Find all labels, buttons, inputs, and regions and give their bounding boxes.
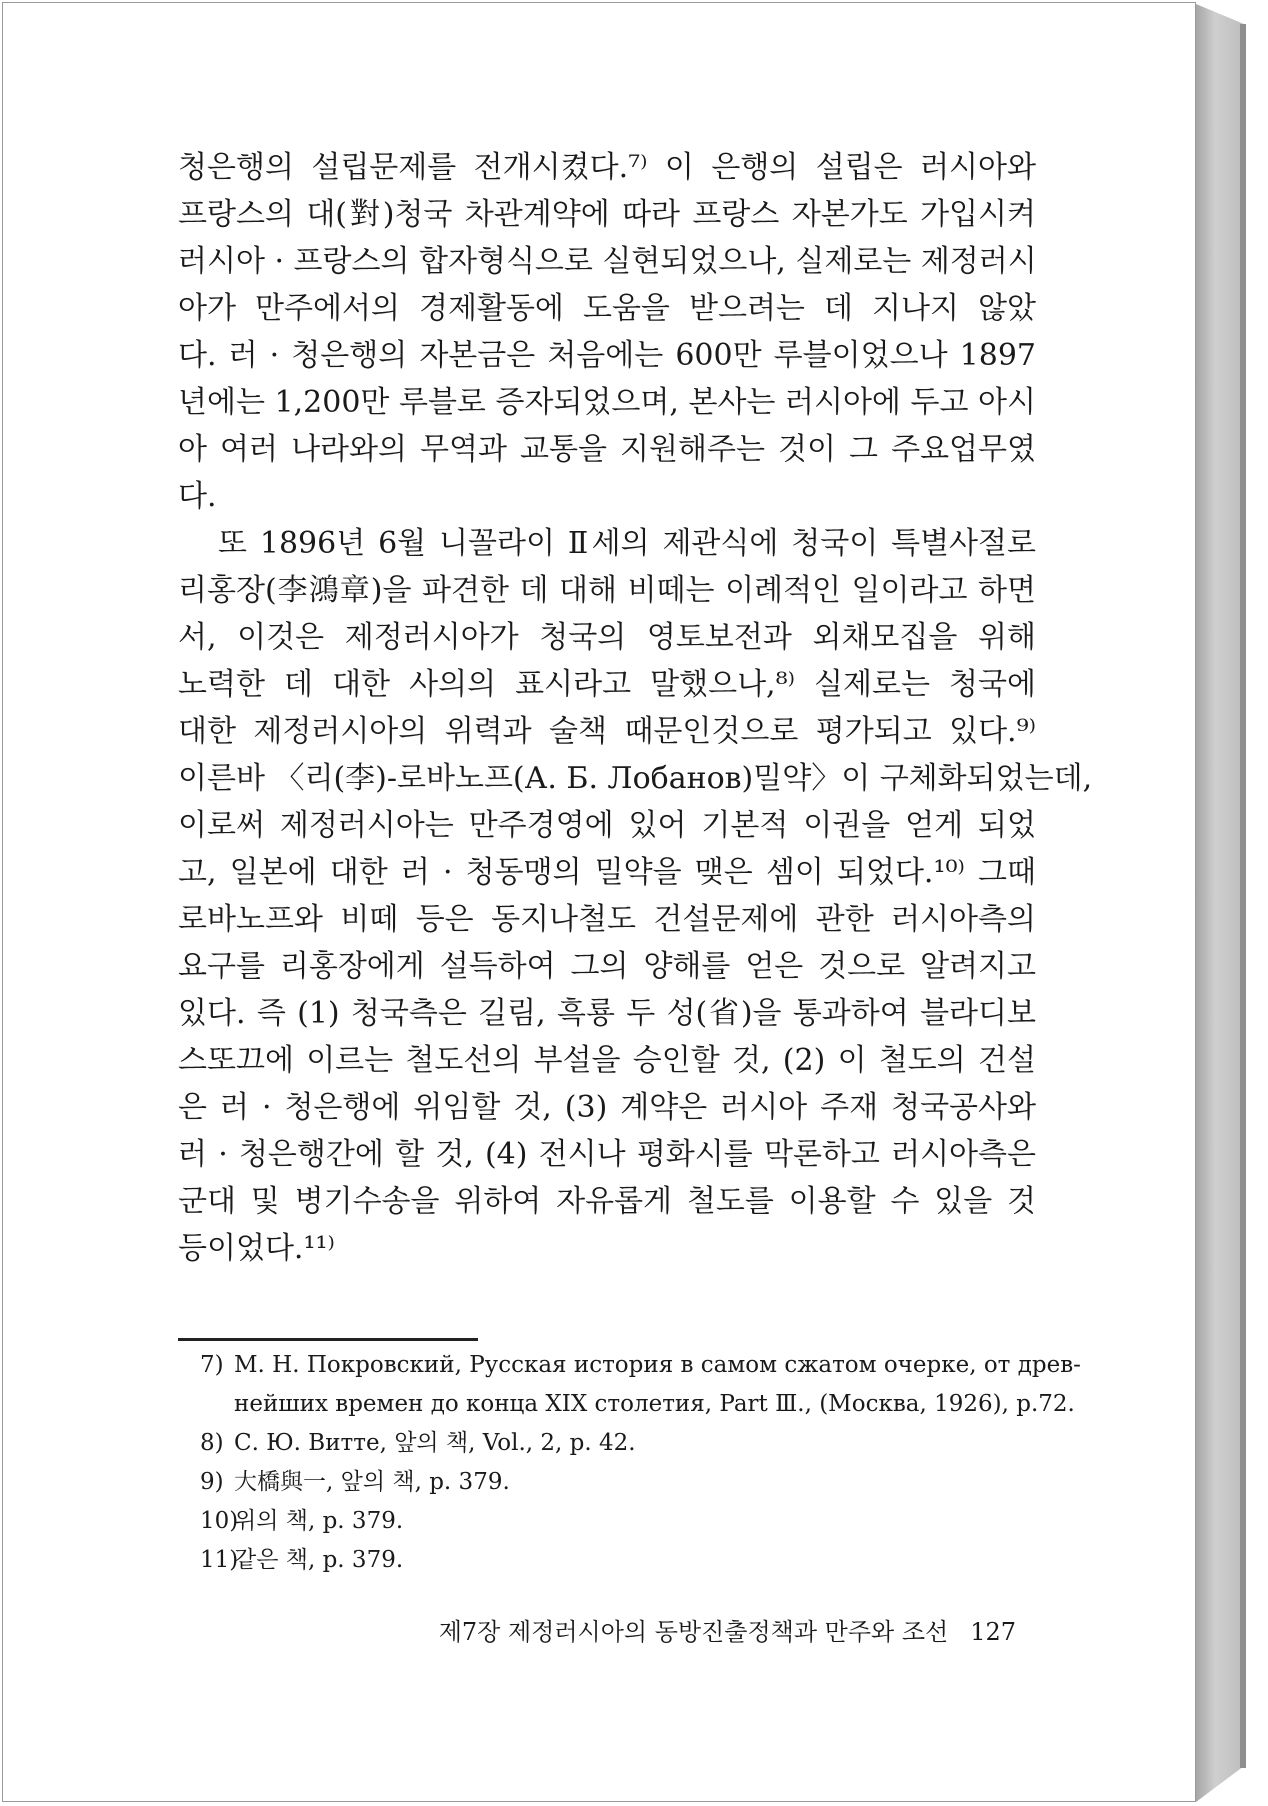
footnote-text: М. Н. Покровский, Русская история в самом сжатом очерке, от древ-: [234, 1352, 1081, 1378]
footnote-11: [200, 1541, 1048, 1580]
running-footer: [398, 1612, 1016, 1652]
text-line: 아가 만주에서의 경제활동에 도움을 받으려는 데 지나지 않았: [178, 291, 1036, 326]
footnote-10: [200, 1502, 1048, 1541]
footnote-7-continuation: нейших времен до конца XIX столетия, Part Ⅲ., (Москва, 1926), p.72.: [234, 1391, 1075, 1417]
page-number: 127: [970, 1618, 1016, 1646]
text-line: 서, 이것은 제정러시아가 청국의 영토보전과 외채모집을 위해: [178, 620, 1036, 655]
text-line: 있다. 즉 (1) 청국측은 길림, 흑룡 두 성(省)을 통과하여 블라디보: [178, 996, 1036, 1031]
text-line: 등이었다.¹¹⁾: [178, 1231, 335, 1266]
text-line: 아 여러 나라와의 무역과 교통을 지원해주는 것이 그 주요업무였: [178, 432, 1036, 467]
footnote-number: 11): [200, 1547, 239, 1573]
text-line: 년에는 1,200만 루블로 증자되었으며, 본사는 러시아에 두고 아시: [178, 385, 1036, 420]
book-spine: [1196, 4, 1244, 1802]
footnote-separator: [178, 1338, 478, 1341]
text-line: 대한 제정러시아의 위력과 술책 때문인것으로 평가되고 있다.⁹⁾: [178, 714, 1036, 749]
footnote-number: 9): [200, 1469, 224, 1495]
text-line: 이른바 〈리(李)-로바노프(А. Б. Лобанов)밀약〉이 구체화되었는데,: [178, 761, 1093, 796]
text-line: 요구를 리홍장에게 설득하여 그의 양해를 얻은 것으로 알려지고: [178, 949, 1036, 984]
text-line: 노력한 데 대한 사의의 표시라고 말했으나,⁸⁾ 실제로는 청국에: [178, 667, 1036, 702]
footnote-text: 大橋與一, 앞의 책, p. 379.: [234, 1469, 510, 1495]
footnote-number: 10): [200, 1508, 239, 1534]
text-line: 다. 러 · 청은행의 자본금은 처음에는 600만 루블이었으나 1897: [178, 338, 1036, 373]
footnote-number: 7): [200, 1352, 224, 1378]
chapter-title: 제7장 제정러시아의 동방진출정책과 만주와 조선: [438, 1618, 949, 1646]
footnote-text: 같은 책, p. 379.: [234, 1547, 404, 1573]
footnote-8: [200, 1424, 1048, 1463]
text-line: 로바노프와 비떼 등은 동지나철도 건설문제에 관한 러시아측의: [178, 902, 1036, 937]
text-line: 다.: [178, 479, 217, 514]
footnote-text: С. Ю. Витте, 앞의 책, Vol., 2, p. 42.: [234, 1430, 636, 1456]
book-spine-edge: [1240, 24, 1246, 1768]
text-line: 스또끄에 이르는 철도선의 부설을 승인할 것, (2) 이 철도의 건설: [178, 1043, 1036, 1078]
main-text: [178, 144, 1093, 1272]
text-line: 러시아 · 프랑스의 합자형식으로 실현되었으나, 실제로는 제정러시: [178, 244, 1037, 279]
text-line: 이로써 제정러시아는 만주경영에 있어 기본적 이권을 얻게 되었: [178, 808, 1036, 843]
text-line: 은 러 · 청은행에 위임할 것, (3) 계약은 러시아 주재 청국공사와: [178, 1090, 1036, 1125]
text-line: 리홍장(李鴻章)을 파견한 데 대해 비떼는 이례적인 일이라고 하면: [178, 573, 1036, 608]
text-line-paragraph-start: 또 1896년 6월 니꼴라이 Ⅱ세의 제관식에 청국이 특별사절로: [218, 526, 1036, 561]
footnote-7: [200, 1346, 1081, 1385]
footnote-text: 위의 책, p. 379.: [234, 1508, 404, 1534]
text-line: 군대 및 병기수송을 위하여 자유롭게 철도를 이용할 수 있을 것: [178, 1184, 1036, 1219]
text-line: 청은행의 설립문제를 전개시켰다.⁷⁾ 이 은행의 설립은 러시아와: [178, 150, 1036, 185]
text-line: 프랑스의 대(對)청국 차관계약에 따라 프랑스 자본가도 가입시켜: [178, 197, 1036, 232]
footnotes: [200, 1346, 1081, 1580]
text-line: 러 · 청은행간에 할 것, (4) 전시나 평화시를 막론하고 러시아측은: [178, 1137, 1036, 1172]
footnote-number: 8): [200, 1430, 224, 1456]
footnote-9: [200, 1463, 1048, 1502]
text-line: 고, 일본에 대한 러 · 청동맹의 밀약을 맺은 셈이 되었다.¹⁰⁾ 그때: [178, 855, 1036, 890]
